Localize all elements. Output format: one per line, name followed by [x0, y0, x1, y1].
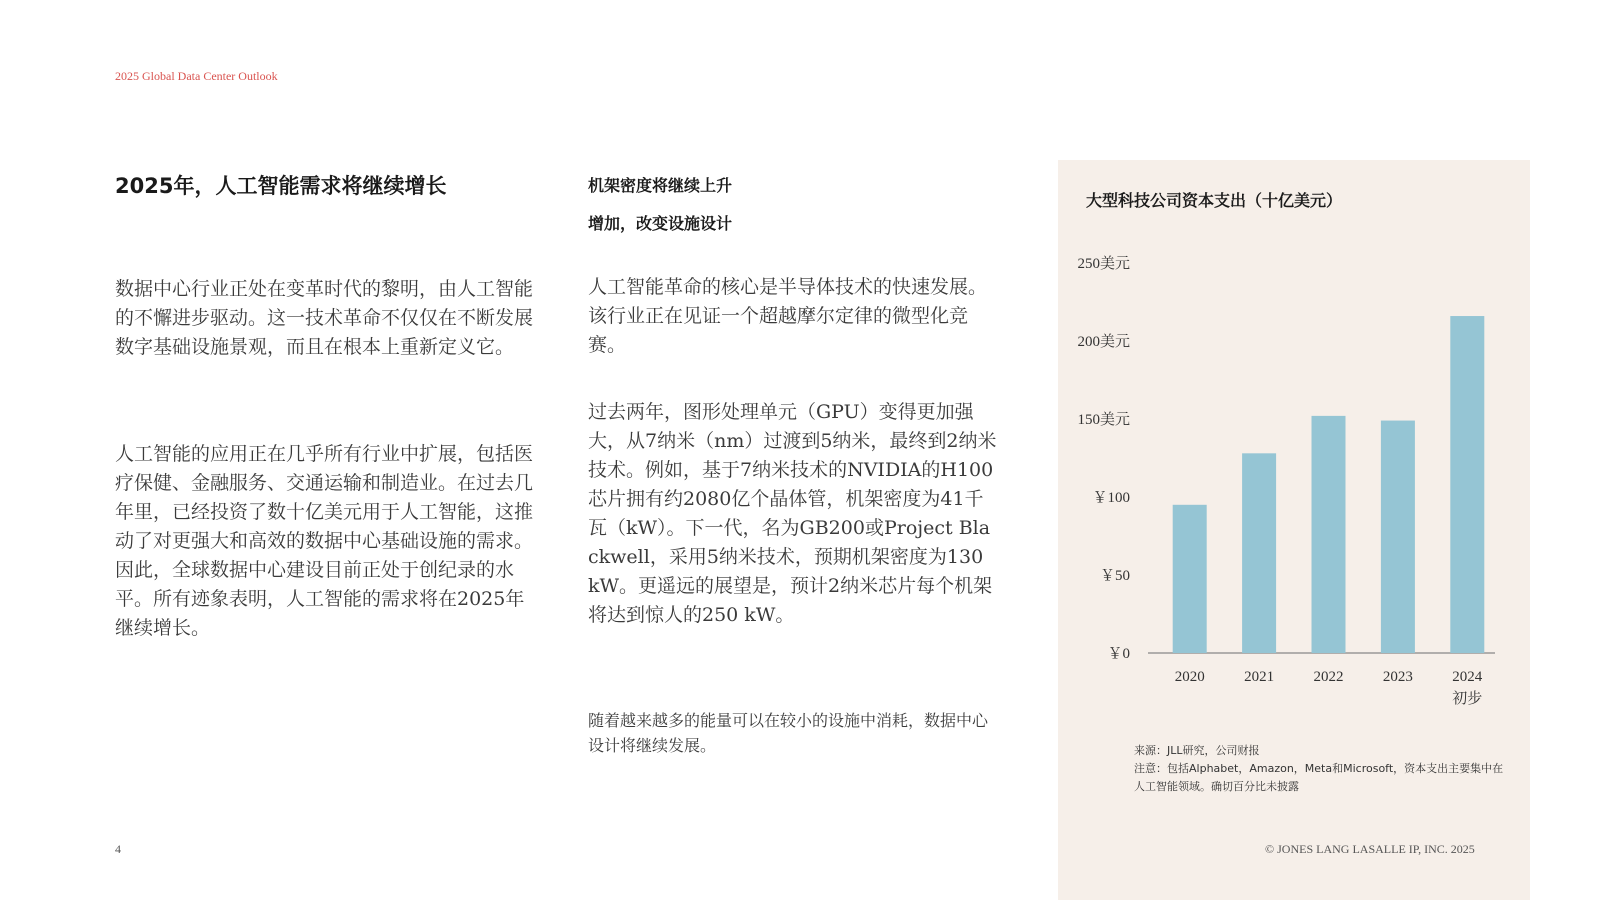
bar-2022	[1312, 416, 1346, 653]
subsection-heading-line2: 增加，改变设施设计	[588, 214, 733, 233]
chart-note: 注意：包括Alphabet，Amazon，Meta和Microsoft，资本支出主要集中在人工智能领域。确切百分比未披露	[1134, 762, 1504, 793]
x-tick-label: 2020	[1174, 669, 1205, 685]
chart-notes	[1134, 742, 1514, 796]
bar-2024	[1450, 316, 1484, 653]
page-number: 4	[115, 842, 121, 856]
y-tick-label: 150美元	[1077, 412, 1130, 428]
capex-bar-chart	[1058, 160, 1530, 740]
x-tick-label: 2024	[1452, 669, 1483, 685]
report-title-tag: 2025 Global Data Center Outlook	[115, 69, 278, 83]
copyright: © JONES LANG LASALLE IP, INC. 2025	[1265, 842, 1475, 856]
ai-adoption-paragraph: 人工智能的应用正在几乎所有行业中扩展，包括医疗保健、金融服务、交通运输和制造业。在过去几年里，已经投资了数十亿美元用于人工智能，这推动了对更强大和高效的数据中心基础设施的需求。因此，全球数据中心建设目前正处于创纪录的水平。所有迹象表明，人工智能的需求将在2025年继续增长。	[115, 443, 534, 639]
y-tick-label: ￥0	[1107, 646, 1130, 662]
subsection-heading-line1: 机架密度将继续上升	[588, 176, 733, 195]
semiconductor-paragraph: 人工智能革命的核心是半导体技术的快速发展。该行业正在见证一个超越摩尔定律的微型化竞赛。	[588, 276, 988, 356]
x-tick-label: 2023	[1382, 669, 1413, 685]
section-title: 2025年，人工智能需求将继续增长	[115, 174, 447, 198]
x-tick-label: 2021	[1244, 669, 1275, 685]
design-paragraph: 随着越来越多的能量可以在较小的设施中消耗，数据中心设计将继续发展。	[588, 711, 989, 755]
chart-source: 来源：JLL研究，公司财报	[1134, 744, 1260, 757]
intro-paragraph: 数据中心行业正处在变革时代的黎明，由人工智能的不懈进步驱动。这一技术革命不仅仅在不断发展数字基础设施景观，而且在根本上重新定义它。	[115, 278, 534, 358]
left-column	[115, 170, 535, 643]
y-tick-label: ￥50	[1099, 568, 1130, 584]
chart-panel	[1058, 160, 1530, 900]
chart-title: 大型科技公司资本支出（十亿美元）	[1086, 191, 1343, 210]
bar-2023	[1381, 421, 1415, 653]
y-tick-label: 250美元	[1077, 256, 1130, 272]
bar-2020	[1173, 505, 1207, 653]
y-tick-label: ￥100	[1092, 490, 1130, 506]
gpu-paragraph: 过去两年，图形处理单元（GPU）变得更加强大，从7纳米（nm）过渡到5纳米，最终到2纳米技术。例如，基于7纳米技术的NVIDIA的H100芯片拥有约2080亿个晶体管，机架密度为41千瓦（kW）。下一代，名为GB200或Project Blackwell，采用5纳米技术，预期机架密度为130 kW。更遥远的展望是，预计2纳米芯片每个机架将达到惊人的250 kW。	[588, 401, 997, 626]
bar-2021	[1242, 453, 1276, 653]
middle-column	[588, 167, 998, 774]
y-tick-label: 200美元	[1077, 334, 1130, 350]
x-tick-sublabel: 初步	[1452, 691, 1483, 707]
x-tick-label: 2022	[1313, 669, 1344, 685]
